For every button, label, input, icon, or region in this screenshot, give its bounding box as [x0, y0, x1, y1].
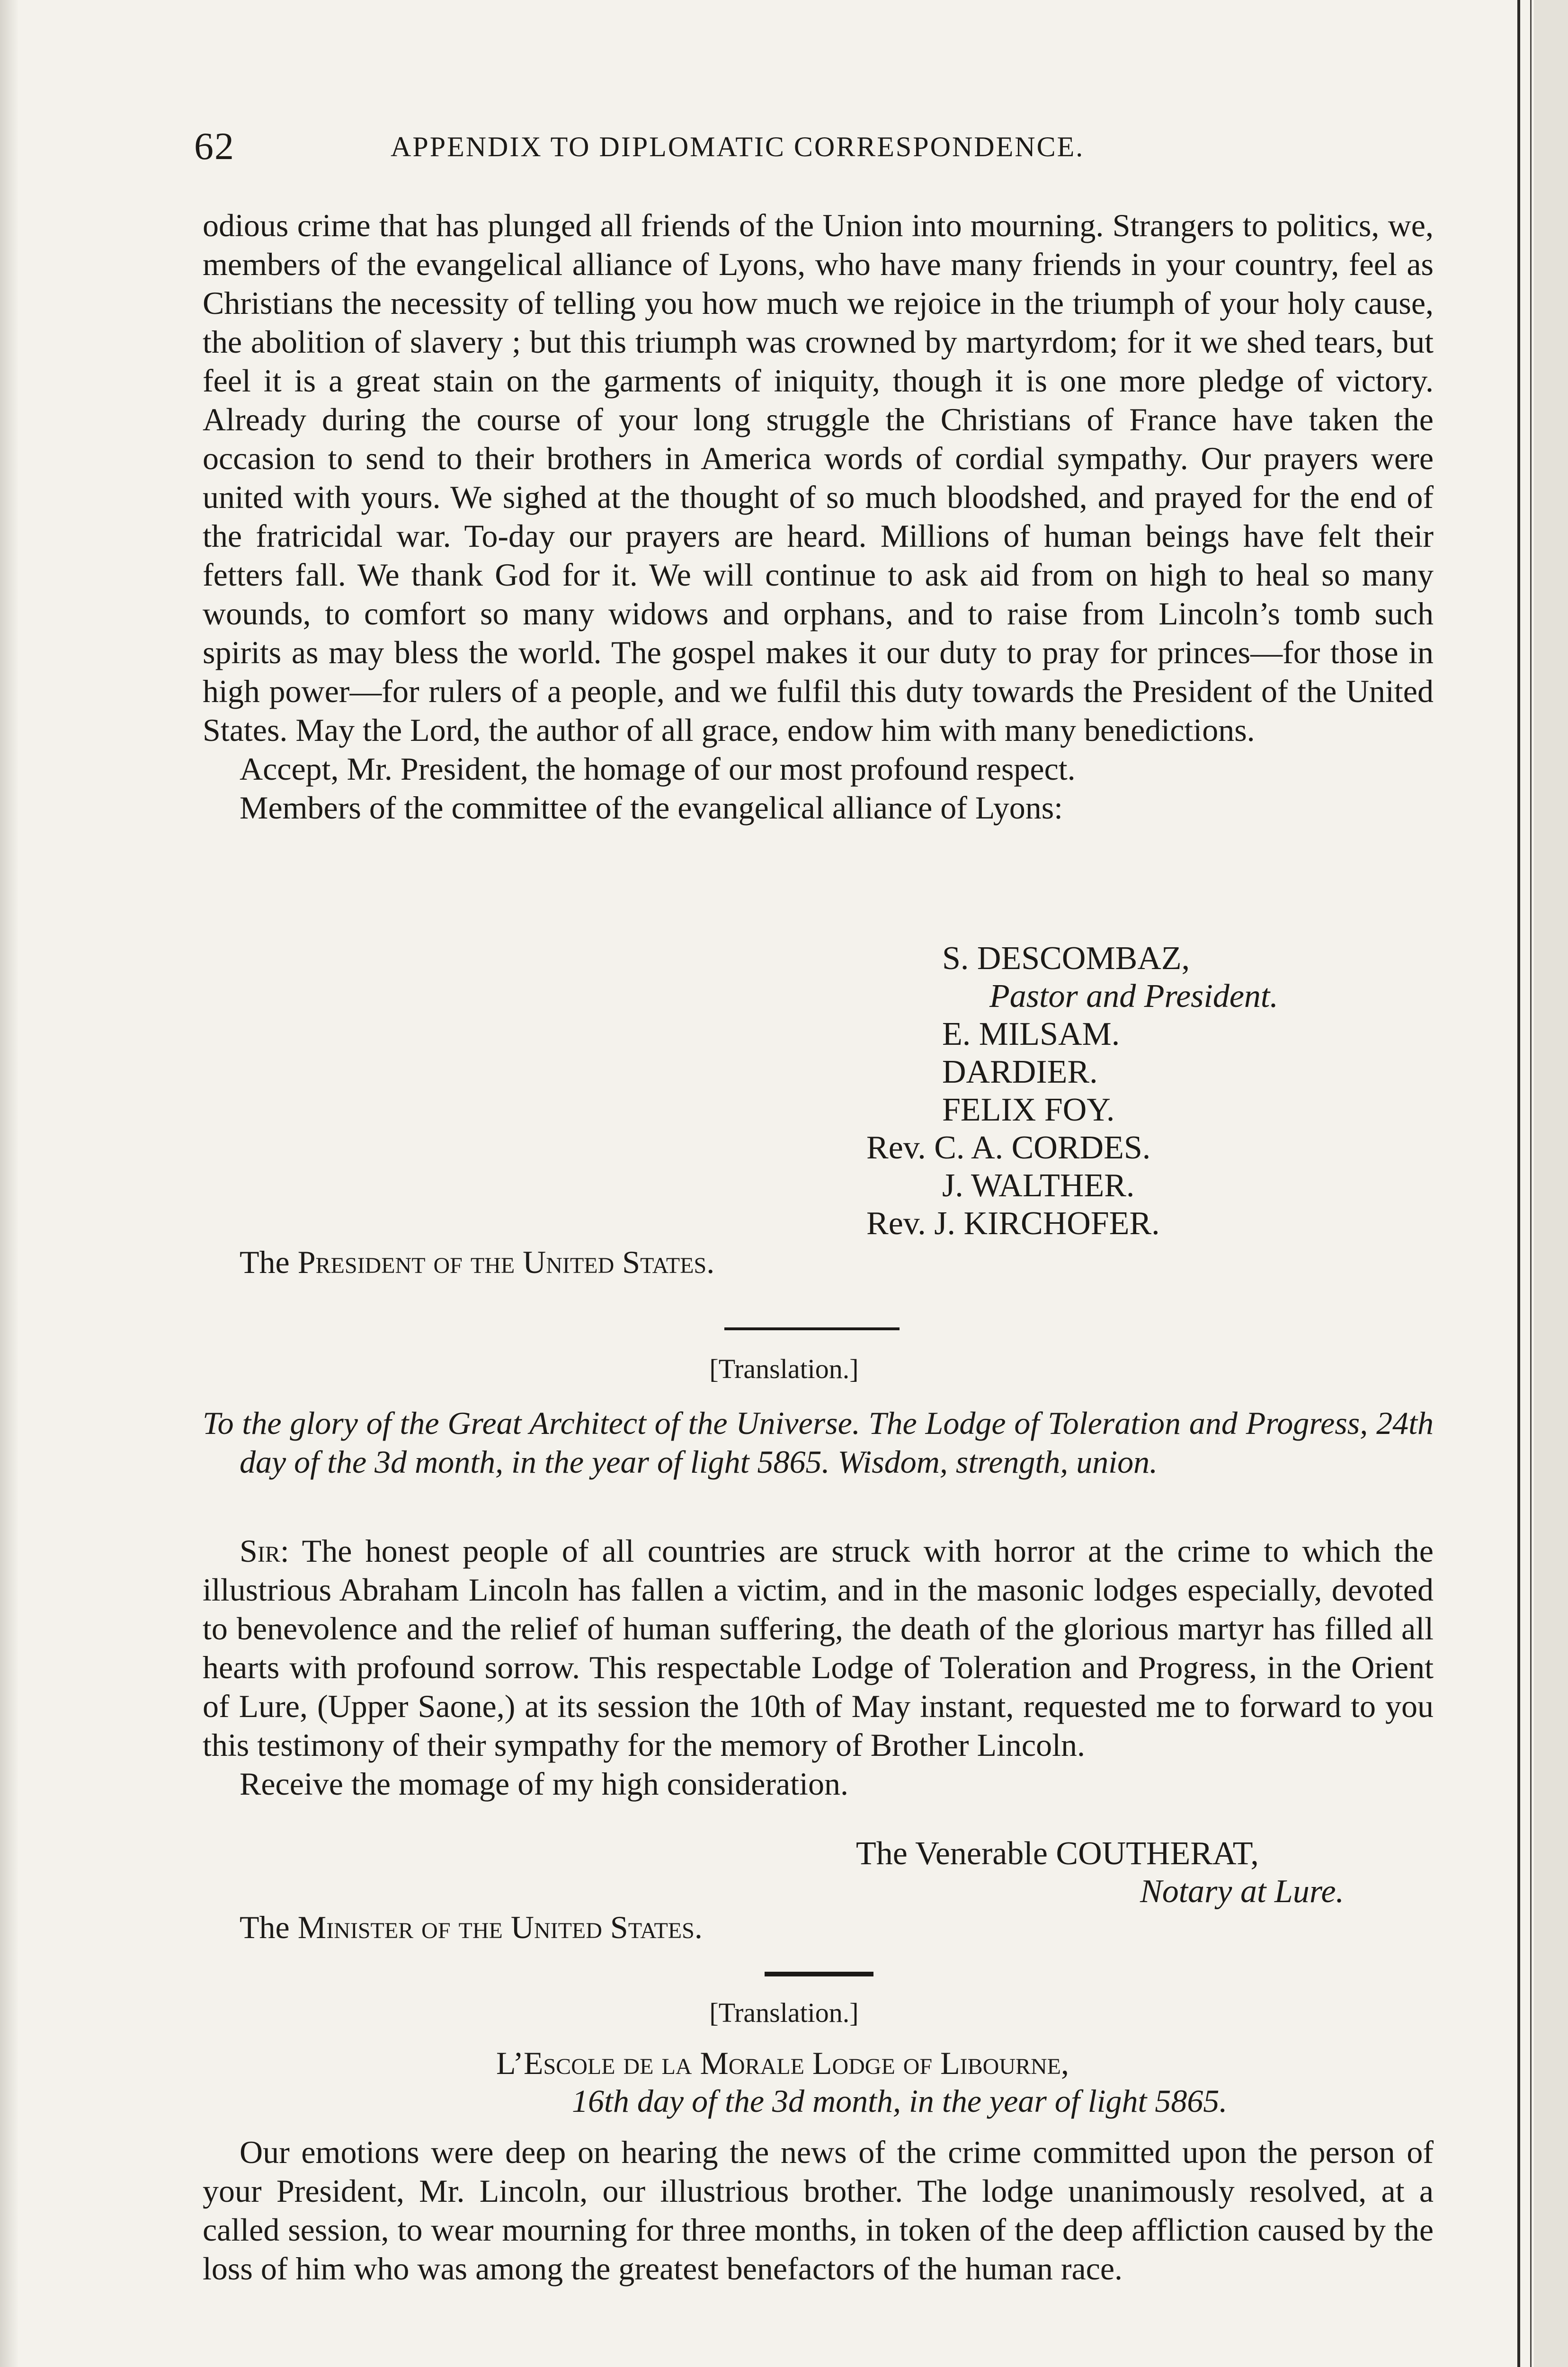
- signer-descombaz-title: Pastor and President.: [989, 978, 1278, 1014]
- signer-walther: J. WALTHER.: [942, 1167, 1135, 1204]
- signer-descombaz: S. DESCOMBAZ,: [942, 940, 1190, 977]
- section-divider-2: [765, 1972, 873, 1976]
- letter-libourne-body: Our emotions were deep on hearing the news of the crime committed upon the person of your President, Mr. Lincoln, our illustrious brother. The lodge unanimously resolved, at a called session, to wear mourning for three months, in token of the deep affliction caused by the loss of him who was among the greatest benefactors of the human race.: [203, 2134, 1434, 2287]
- letter-lure-heading: To the glory of the Great Architect of the Universe. The Lodge of Toleration and Progress, 24th day of the 3d month, in the year of light 5865. Wisdom, strength, union.: [203, 1405, 1434, 1480]
- signer-milsam: E. MILSAM.: [942, 1016, 1120, 1052]
- translation-label-2: [Translation.]: [709, 1997, 859, 2028]
- section-divider: [724, 1327, 900, 1330]
- translation-label-1: [Translation.]: [709, 1353, 859, 1384]
- lodge-name: L’Escole de la Morale Lodge of Libourne,: [496, 2045, 1069, 2081]
- letter-lure-closing: Receive the momage of my high consideration.: [240, 1766, 848, 1802]
- signer-coutherat-title: Notary at Lure.: [1140, 1873, 1345, 1910]
- letter-lyons-closing: Accept, Mr. President, the homage of our most profound respect.: [240, 751, 1076, 787]
- letter-libourne-heading: [496, 2044, 1227, 2120]
- signature-lure: [856, 1835, 1344, 1911]
- letter-lyons-body: [203, 206, 1434, 827]
- signature-list-lyons: [866, 940, 1278, 1243]
- letter-lure-addressee: The Minister of the United States.: [240, 1909, 703, 1945]
- letter-lyons-addressee: The President of the United States.: [240, 1244, 715, 1280]
- signer-cordes: Rev. C. A. CORDES.: [866, 1130, 1151, 1166]
- signer-foy: FELIX FOY.: [942, 1092, 1115, 1128]
- salutation: Sir: [240, 1533, 280, 1569]
- letter-lyons-text: odious crime that has plunged all friends of the Union into mourning. Strangers to politics, we, members of the evangelical alliance of Lyons, who have many friends in your country, feel as Christians the necessity of telling you how much we rejoice in the triumph of your holy cause, the abolition of slavery ; but this triumph was crowned by martyrdom; for it we shed tears, but feel it is a great stain on the garments of iniquity, though it is one more pledge of victory. Already during the course of your long struggle the Christians of France have taken the occasion to send to their brothers in America words of cordial sympathy. Our prayers were united with yours. We sighed at the thought of so much bloodshed, and prayed for the end of the fratricidal war. To-day our prayers are heard. Millions of human beings have felt their fetters fall. We thank God for it. We will continue to ask aid from on high to heal so many wounds, to comfort so many widows and orphans, and to raise from Lincoln’s tomb such spirits as may bless the world. The gospel makes it our duty to pray for princes—for those in high power—for rulers of a people, and we fulfil this duty towards the President of the United States. May the Lord, the author of all grace, endow him with many benedictions.: [203, 207, 1434, 748]
- signer-kirchofer: Rev. J. KIRCHOFER.: [866, 1205, 1160, 1242]
- signer-coutherat: The Venerable COUTHERAT,: [856, 1835, 1259, 1872]
- lodge-date: 16th day of the 3d month, in the year of light 5865.: [572, 2083, 1228, 2119]
- letter-lure-body: Sir: The honest people of all countries are struck with horror at the crime to which the illustrious Abraham Lincoln has fallen a victim, and in the masonic lodges especially, devoted to benevolence and the relief of human suffering, the death of the glorious martyr has filled all hearts with profound sorrow. This respectable Lodge of Toleration and Progress, in the Orient of Lure, (Upper Saone,) at its session the 10th of May instant, requested me to forward to you this testimony of their sympathy for the memory of Brother Lincoln. Receive the momage of my high consideration.: [203, 1531, 1434, 1803]
- page-number: 62: [194, 125, 235, 168]
- signer-dardier: DARDIER.: [942, 1054, 1098, 1090]
- running-title: APPENDIX TO DIPLOMATIC CORRESPONDENCE.: [391, 131, 1085, 162]
- running-header: [194, 124, 1449, 176]
- letter-lyons-signers-intro: Members of the committee of the evangelical alliance of Lyons:: [240, 790, 1063, 826]
